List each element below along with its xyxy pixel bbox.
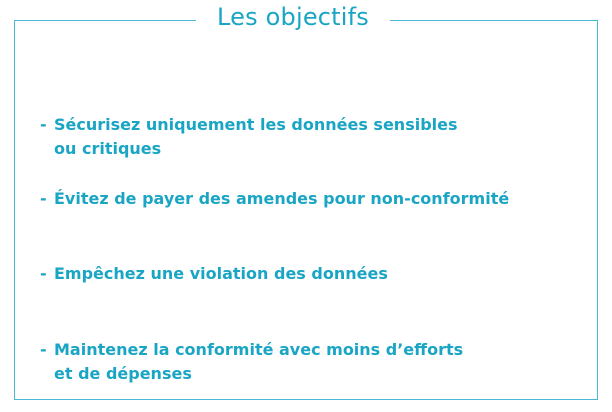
page-title: Les objectifs [216, 3, 370, 31]
objective-text: Évitez de payer des amendes pour non-conformité [54, 189, 510, 208]
bullet-dash: - [40, 115, 47, 134]
objective-text: Maintenez la conformité avec moins d’efforts et de dépenses [54, 340, 464, 383]
bullet-dash: - [40, 264, 47, 283]
list-item [40, 113, 580, 161]
list-item [40, 187, 580, 211]
objective-text: Empêchez une violation des données [54, 264, 388, 283]
list-item [40, 262, 580, 286]
title-container [196, 0, 390, 40]
bullet-dash: - [40, 189, 47, 208]
objective-text: Sécurisez uniquement les données sensibles ou critiques [54, 115, 458, 158]
list-item [40, 338, 580, 386]
bullet-dash: - [40, 340, 47, 359]
